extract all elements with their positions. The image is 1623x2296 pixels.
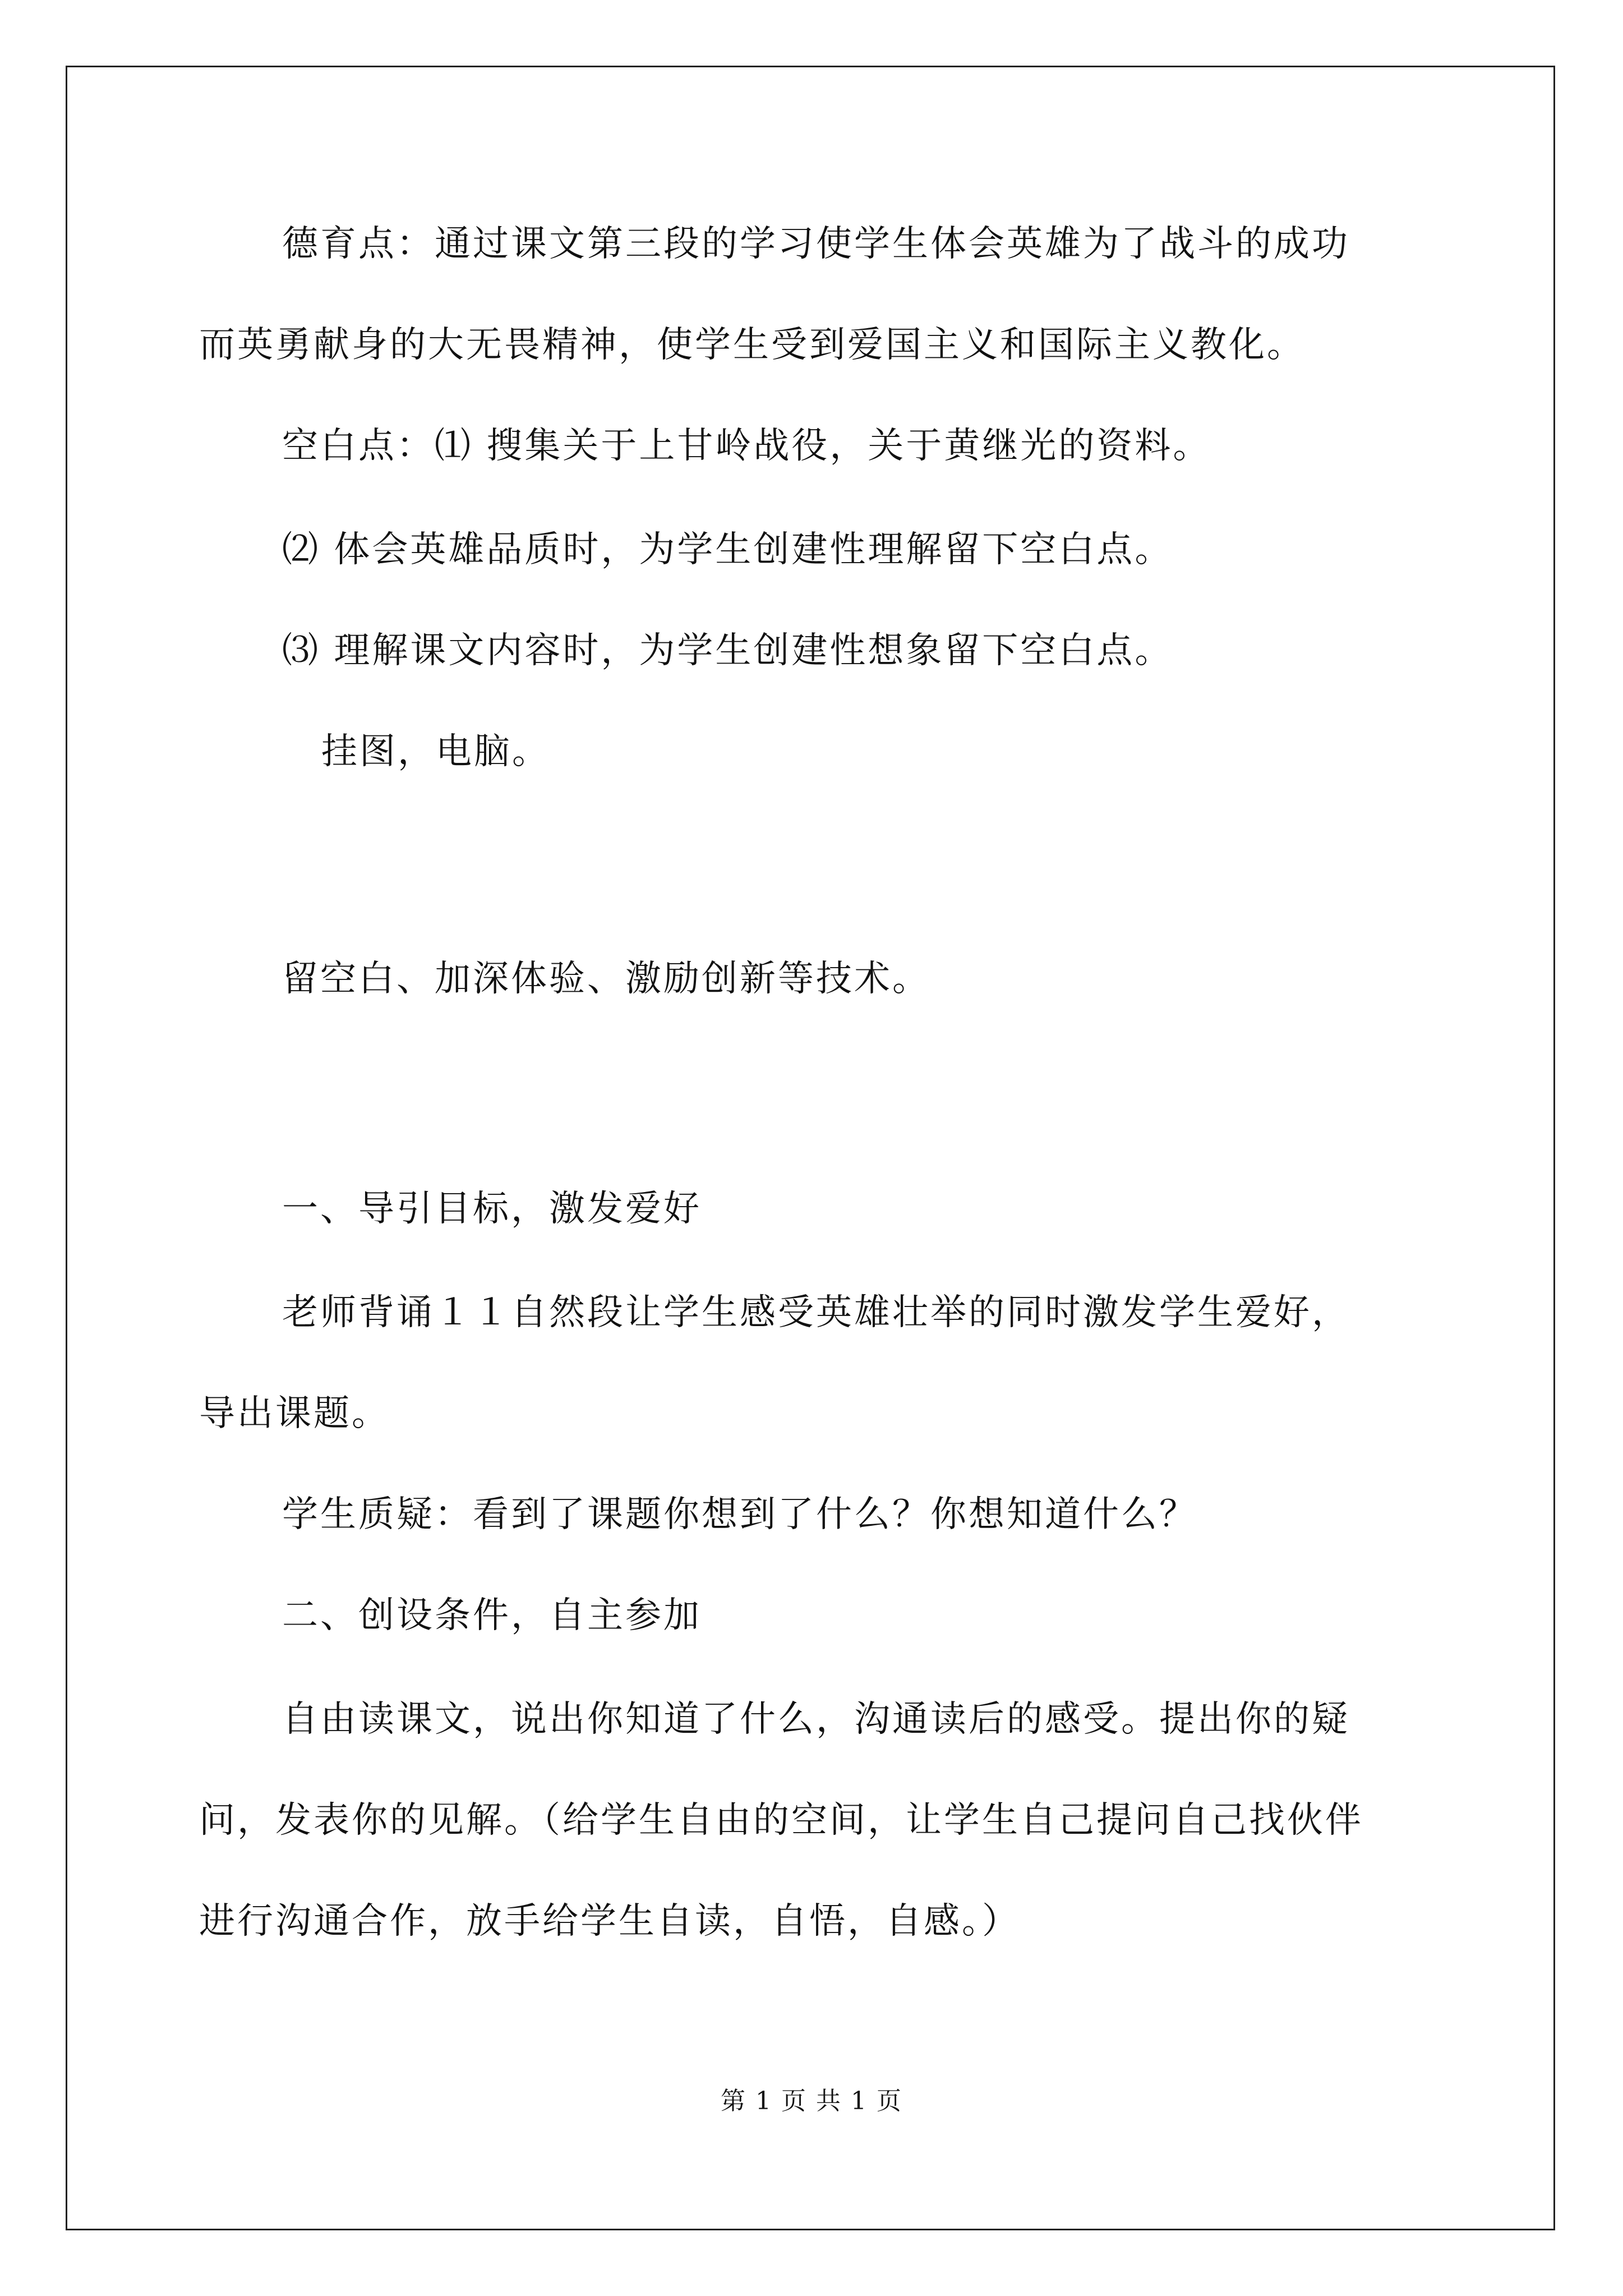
- paragraph-line: 德育点：通过课文第三段的学习使学生体会英雄为了战斗的成功: [282, 223, 1350, 265]
- paragraph-line: 学生质疑：看到了课题你想到了什么？你想知道什么？: [282, 1494, 1197, 1535]
- page-footer: 第 1 页 共 1 页: [721, 2087, 902, 2115]
- paragraph-line: 老师背诵１１自然段让学生感受英雄壮举的同时激发学生爱好，: [282, 1292, 1350, 1333]
- paragraph-line: 自由读课文，说出你知道了什么，沟通读后的感受。提出你的疑: [282, 1699, 1350, 1740]
- paragraph-line: 问，发表你的见解。（给学生自由的空间，让学生自己提问自己找伙伴: [199, 1800, 1363, 1841]
- paragraph-line: 导出课题。: [199, 1393, 390, 1434]
- paragraph-line: ⑶ 理解课文内容时，为学生创建性想象留下空白点。: [282, 630, 1173, 671]
- paragraph-line: 挂图，电脑。: [321, 731, 550, 772]
- section-heading: 二、创设条件，自主参加: [282, 1595, 702, 1636]
- paragraph-line: ⑵ 体会英雄品质时，为学生创建性理解留下空白点。: [282, 529, 1173, 570]
- paragraph-line: 空白点：⑴ 搜集关于上甘岭战役，关于黄继光的资料。: [282, 425, 1211, 467]
- paragraph-line: 留空白、加深体验、激励创新等技术。: [282, 958, 930, 1000]
- paragraph-line: 而英勇献身的大无畏精神，使学生受到爱国主义和国际主义教化。: [199, 324, 1305, 366]
- paragraph-line: 进行沟通合作，放手给学生自读，自悟，自感。）: [199, 1901, 1020, 1942]
- section-heading: 一、导引目标，激发爱好: [282, 1188, 702, 1230]
